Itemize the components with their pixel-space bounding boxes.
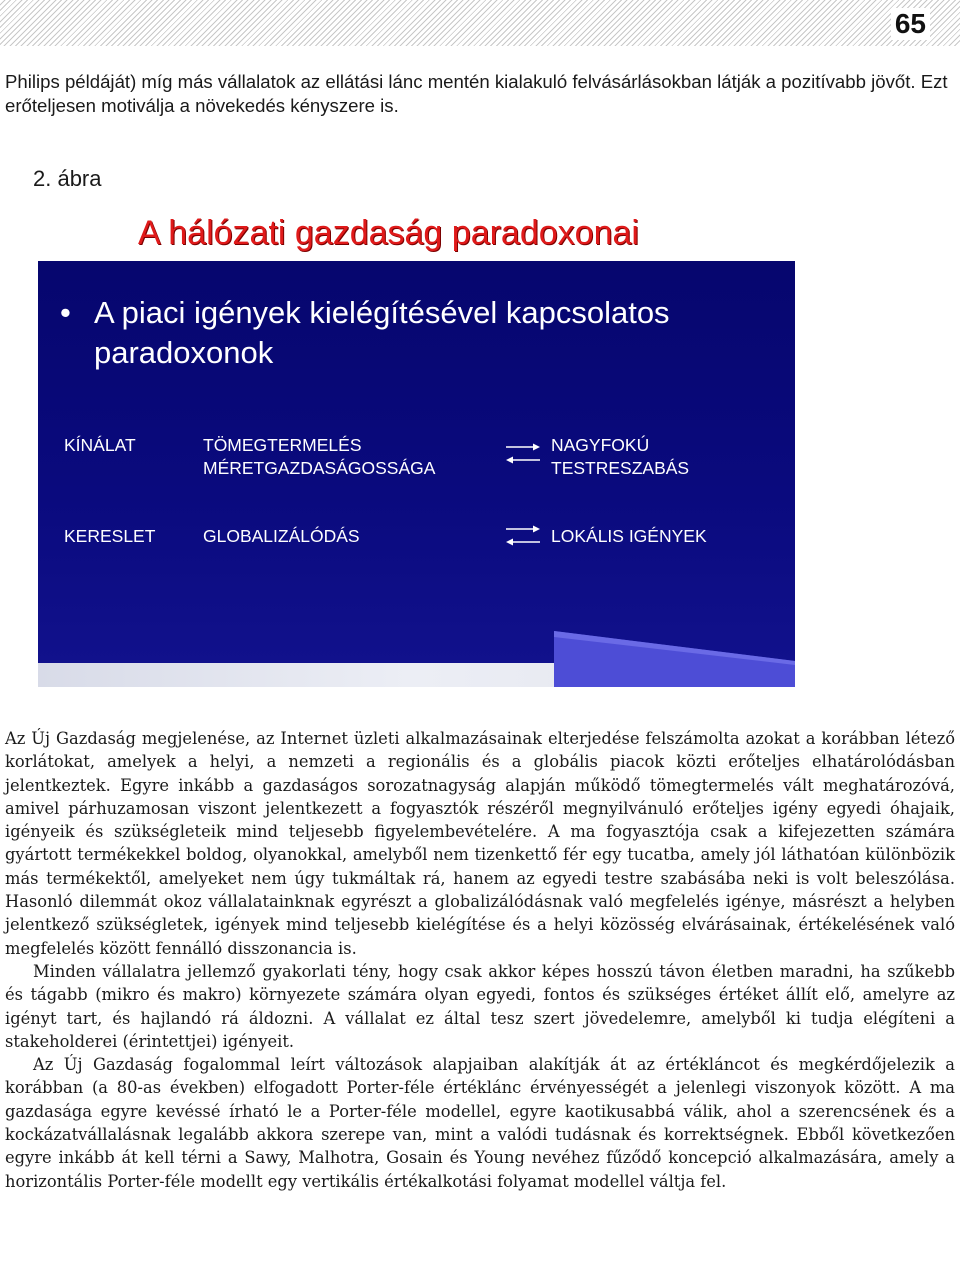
slide-decor-corner — [554, 631, 795, 687]
bullet-icon: • — [60, 295, 71, 330]
row-left-kereslet — [203, 525, 360, 548]
row-left-line: MÉRETGAZDASÁGOSSÁGA — [203, 458, 436, 478]
row-label-kereslet: KERESLET — [64, 526, 156, 546]
figure-caption: 2. ábra — [33, 166, 102, 191]
header-rule — [0, 0, 960, 46]
bidirectional-arrows-icon — [504, 523, 542, 549]
row-label-kinalat: KÍNÁLAT — [64, 435, 136, 455]
row-right-kereslet — [551, 525, 707, 548]
row-right-line: LOKÁLIS IGÉNYEK — [551, 526, 707, 546]
bidirectional-arrows-icon — [504, 441, 542, 467]
body-text — [5, 727, 955, 1193]
slide-panel — [38, 261, 795, 687]
row-right-line: NAGYFOKÚ — [551, 435, 650, 455]
row-left-line: GLOBALIZÁLÓDÁS — [203, 526, 360, 546]
row-left-kinalat — [203, 434, 435, 480]
slide-title: A hálózati gazdaság paradoxonai — [138, 214, 639, 252]
body-paragraph: Az Új Gazdaság fogalommal leírt változások alapjaiban alakítják át az értékláncot és megkérdőjelezik a korábban (a 80-as években) elfogadott Porter-féle értéklánc érvényességét a jelenlegi viszonyok között. A ma gazdasága egyre kevéssé írható le a Porter-féle modellel, egyre kaotikusabbá válik, ahol a szerencsének és a kockázatvállalásnak legalább akkora szerepe van, mint a valódi tudásnak és korrektségnek. Ebből következően egyre inkább át kell térni a Sawy, Malhotra, Gosain és Young nevéhez fűződő koncepció alkalmazására, amely a horizontális Porter-féle modellt egy vertikális értékalkotási folyamat modellel váltja fel. — [5, 1055, 955, 1191]
body-paragraph: Az Új Gazdaság megjelenése, az Internet üzleti alkalmazásainak elterjedése felszámolta azokat a korábban létező korlátokat, amelyek a helyi, a nemzeti a regionális és a globális piacok közti erőteljes elhatárolódásban jelentkeztek. Egyre inkább a gazdaságos sorozatnagyság alapján működő tömegtermelés vált meghatározóvá, amivel párhuzamosan viszont jelentkezett a fogyasztók részéről megnyilvánuló erőteljes igény egyedi óhajaik, igényeik és szükségleteik mind teljesebb figyelembevételére. A ma fogyasztója csak a kifejezetten számára gyártott termékekkel boldog, olyanokkal, amelyből nem tizenkettő fér egy tucatba, amely jól láthatóan különbözik más termékektől, amelyeket nem úgy tukmáltak rá, hanem az egyedi testre szabásába neki is volt beleszólása. Hasonló dilemmát okoz vállalatainknak egyrészt a globalizálódásnak való megfelelés igénye, másrészt a helyben jelentkező szükségletek, igények mind teljesebb kielégítése és a helyi közösség elvárásainak, értékelésének való megfelelés között fennálló disszonancia is. — [5, 729, 955, 958]
slide-bullet — [60, 293, 780, 373]
row-left-line: TÖMEGTERMELÉS — [203, 435, 362, 455]
row-right-kinalat — [551, 434, 689, 480]
intro-paragraph: Philips példáját) míg más vállalatok az ellátási lánc mentén kialakuló felvásárlásokban látják a pozitívabb jövőt. Ezt erőteljesen motiválja a növekedés kényszere is. — [5, 71, 948, 116]
body-paragraph: Minden vállalatra jellemző gyakorlati tény, hogy csak akkor képes hosszú távon életben maradni, ha szűkebb és tágabb (mikro és makro) környezete számára olyan egyedi, fontos és szükséges értéket állít elő, amelyre az igényt tart, és hajlandó rá áldozni. A vállalat ez által tesz szert jövedelemre, amelyből ki tudja elégíteni a stakeholderei (érintettjei) igényeit. — [5, 961, 955, 1051]
bullet-text: A piaci igények kielégítésével kapcsolatos paradoxonok — [94, 295, 670, 370]
row-right-line: TESTRESZABÁS — [551, 458, 690, 478]
page-number: 65 — [891, 8, 930, 40]
